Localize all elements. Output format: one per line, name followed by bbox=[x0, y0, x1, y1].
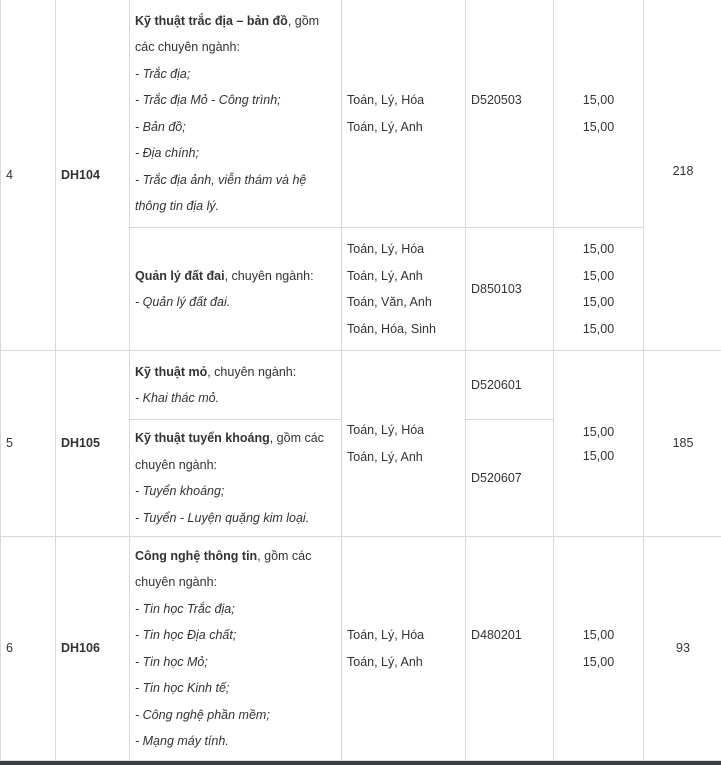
score-value: 15,00 bbox=[582, 93, 615, 107]
subject-combo: Toán, Lý, Anh bbox=[347, 654, 423, 669]
score-value: 15,00 bbox=[582, 654, 615, 669]
school-code-cell: DH106 bbox=[56, 537, 130, 761]
spec-item: - Trắc địa Mỏ - Công trình; bbox=[135, 93, 281, 107]
major-suffix: , gồm các chuyên ngành: bbox=[135, 13, 320, 54]
major-code-cell: D520503 bbox=[466, 0, 554, 228]
score-cell bbox=[554, 351, 644, 537]
spec-item: - Trắc địa ảnh, viễn thám và hệ thông tin địa lý. bbox=[135, 172, 307, 213]
spec-item: - Tuyển - Luyện quặng kim loại. bbox=[135, 510, 310, 525]
school-code-cell: DH104 bbox=[56, 0, 130, 351]
spec-item: - Tin học Kinh tế; bbox=[135, 681, 230, 695]
major-cell bbox=[130, 0, 342, 228]
subjects-cell bbox=[342, 0, 466, 228]
table-row bbox=[1, 537, 721, 761]
subjects-cell bbox=[342, 537, 466, 761]
major-title: Kỹ thuật mỏ bbox=[135, 364, 208, 379]
score-value: 15,00 bbox=[582, 448, 615, 463]
spec-item: - Tin học Mỏ; bbox=[135, 654, 208, 669]
score-value: 15,00 bbox=[582, 628, 615, 642]
subject-combo: Toán, Hóa, Sinh bbox=[347, 321, 436, 336]
major-cell bbox=[130, 351, 342, 420]
spec-item: - Trắc địa; bbox=[135, 66, 191, 81]
score-value: 15,00 bbox=[582, 119, 615, 134]
quota-cell bbox=[644, 0, 721, 351]
major-title: Công nghệ thông tin bbox=[135, 548, 258, 563]
major-code-cell: D520607 bbox=[466, 420, 554, 537]
major-code-cell: D480201 bbox=[466, 537, 554, 761]
quota-cell: 93 bbox=[644, 537, 721, 761]
score-value: 15,00 bbox=[582, 424, 615, 439]
stt-cell: 4 bbox=[1, 0, 56, 351]
spec-item: - Tin học Trắc địa; bbox=[135, 601, 235, 616]
major-code-cell: D850103 bbox=[466, 228, 554, 351]
score-value: 15,00 bbox=[582, 268, 615, 283]
major-suffix: , chuyên ngành: bbox=[207, 364, 297, 379]
spec-item: - Khai thác mỏ. bbox=[135, 391, 220, 405]
major-suffix: , gồm các chuyên ngành: bbox=[135, 431, 324, 472]
bottom-divider bbox=[0, 761, 721, 765]
score-value: 15,00 bbox=[582, 242, 615, 256]
major-suffix: , gồm các chuyên ngành: bbox=[135, 548, 312, 589]
subject-combo: Toán, Lý, Anh bbox=[347, 449, 423, 464]
major-title: Kỹ thuật trắc địa – bản đồ bbox=[135, 13, 288, 28]
spec-item: - Quản lý đất đai. bbox=[135, 295, 231, 309]
subject-combo: Toán, Văn, Anh bbox=[347, 295, 432, 309]
major-title: Quản lý đất đai bbox=[135, 268, 225, 283]
score-cell bbox=[554, 228, 644, 351]
major-suffix: , chuyên ngành: bbox=[224, 268, 314, 283]
subjects-cell bbox=[342, 351, 466, 537]
stt-cell: 6 bbox=[1, 537, 56, 761]
quota-value: 218 bbox=[672, 164, 694, 178]
stt-cell: 5 bbox=[1, 351, 56, 537]
spec-item: - Tuyển khoáng; bbox=[135, 484, 225, 498]
spec-item: - Tin học Địa chất; bbox=[135, 628, 237, 642]
quota-cell: 185 bbox=[644, 351, 721, 537]
subject-combo: Toán, Lý, Anh bbox=[347, 268, 423, 283]
major-code-cell: D520601 bbox=[466, 351, 554, 420]
spec-item: - Mạng máy tính. bbox=[135, 734, 229, 748]
major-cell bbox=[130, 537, 342, 761]
table-row bbox=[1, 351, 721, 420]
spec-item: - Công nghệ phần mềm; bbox=[135, 707, 270, 722]
major-cell bbox=[130, 228, 342, 351]
spec-item: - Bản đồ; bbox=[135, 119, 186, 134]
score-cell bbox=[554, 537, 644, 761]
subjects-cell bbox=[342, 228, 466, 351]
subject-combo: Toán, Lý, Anh bbox=[347, 119, 423, 134]
spec-item: - Địa chính; bbox=[135, 146, 199, 160]
subject-combo: Toán, Lý, Hóa bbox=[347, 242, 425, 256]
major-cell bbox=[130, 420, 342, 537]
subject-combo: Toán, Lý, Hóa bbox=[347, 423, 425, 437]
subject-combo: Toán, Lý, Hóa bbox=[347, 93, 425, 107]
school-code-cell: DH105 bbox=[56, 351, 130, 537]
score-cell bbox=[554, 0, 644, 228]
table-row bbox=[1, 0, 721, 228]
score-value: 15,00 bbox=[582, 321, 615, 336]
subject-combo: Toán, Lý, Hóa bbox=[347, 628, 425, 642]
score-value: 15,00 bbox=[582, 295, 615, 309]
major-title: Kỹ thuật tuyển khoáng bbox=[135, 431, 270, 445]
